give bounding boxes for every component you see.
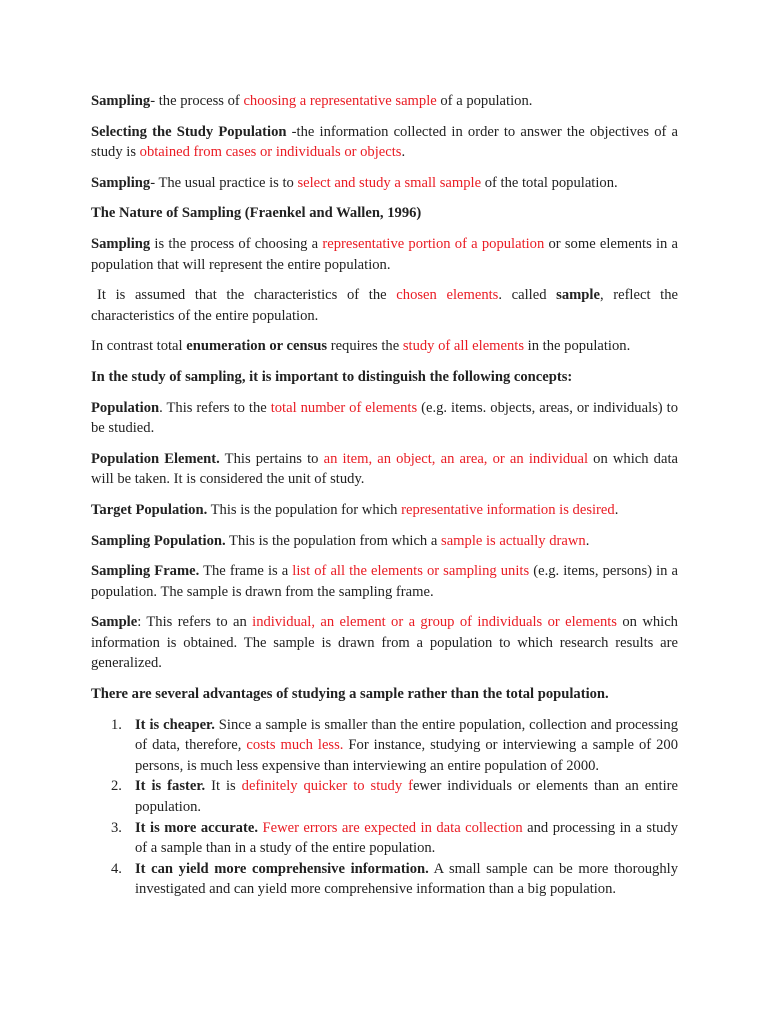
paragraph-sampling-practice: Sampling- The usual practice is to select and study a small sample of the total population. (91, 174, 618, 191)
list-item-number: 4. (111, 860, 122, 877)
list-item-number: 1. (111, 716, 122, 733)
list-item: 3. It is more accurate. Fewer errors are expected in data collection and processing in a study of a sample than in a study of the entire population. (111, 819, 678, 857)
section-heading-concepts: In the study of sampling, it is important to distinguish the following concepts: (91, 368, 573, 385)
paragraph-population-element: Population Element. This pertains to an item, an object, an area, or an individual on which data will be taken. It is considered the unit of study. (91, 450, 678, 488)
section-heading-nature-of-sampling: The Nature of Sampling (Fraenkel and Wallen, 1996) (91, 205, 422, 222)
paragraph-sampling-definition: Sampling- the process of choosing a representative sample of a population. (91, 93, 533, 109)
advantages-list (91, 715, 678, 900)
paragraph-target-population: Target Population. This is the population for which representative information is desired. (91, 501, 619, 518)
paragraph-sampling-population: Sampling Population. This is the population from which a sample is actually drawn. (91, 532, 590, 549)
list-item: 4. It can yield more comprehensive information. A small sample can be more thoroughly investigated and can yield more comprehensive information than a big population. (111, 860, 679, 898)
document-body (91, 91, 678, 900)
paragraph-study-population: Selecting the Study Population -the information collected in order to answer the objectives of a study is obtained from cases or individuals or objects. (91, 123, 678, 161)
paragraph-population: Population. This refers to the total number of elements (e.g. items. objects, areas, or individuals) to be studied. (91, 399, 678, 437)
paragraph-sampling-process: Sampling is the process of choosing a representative portion of a population or some elements in a population that will represent the entire population. (91, 235, 679, 273)
list-item-number: 3. (111, 819, 122, 836)
list-item: 1. It is cheaper. Since a sample is smaller than the entire population, collection and processing of data, therefore, costs much less. For instance, studying or interviewing a sample of 200 persons, is much less expensive than interviewing an entire population of 2000. (111, 716, 679, 774)
list-item: 2. It is faster. It is definitely quicker to study fewer individuals or elements than an entire population. (111, 778, 678, 816)
list-item-number: 2. (111, 778, 122, 795)
paragraph-census: In contrast total enumeration or census requires the study of all elements in the population. (91, 338, 631, 355)
paragraph-assumption: It is assumed that the characteristics of the chosen elements. called sample, reflect the characteristics of the entire population. (91, 287, 678, 324)
paragraph-sample: Sample: This refers to an individual, an element or a group of individuals or elements on which information is obtained. The sample is drawn from a population to which research results are generalized. (91, 614, 678, 672)
section-heading-advantages: There are several advantages of studying a sample rather than the total population. (91, 686, 609, 703)
paragraph-sampling-frame: Sampling Frame. The frame is a list of all the elements or sampling units (e.g. items, persons) in a population. The sample is drawn from the sampling frame. (91, 563, 678, 600)
